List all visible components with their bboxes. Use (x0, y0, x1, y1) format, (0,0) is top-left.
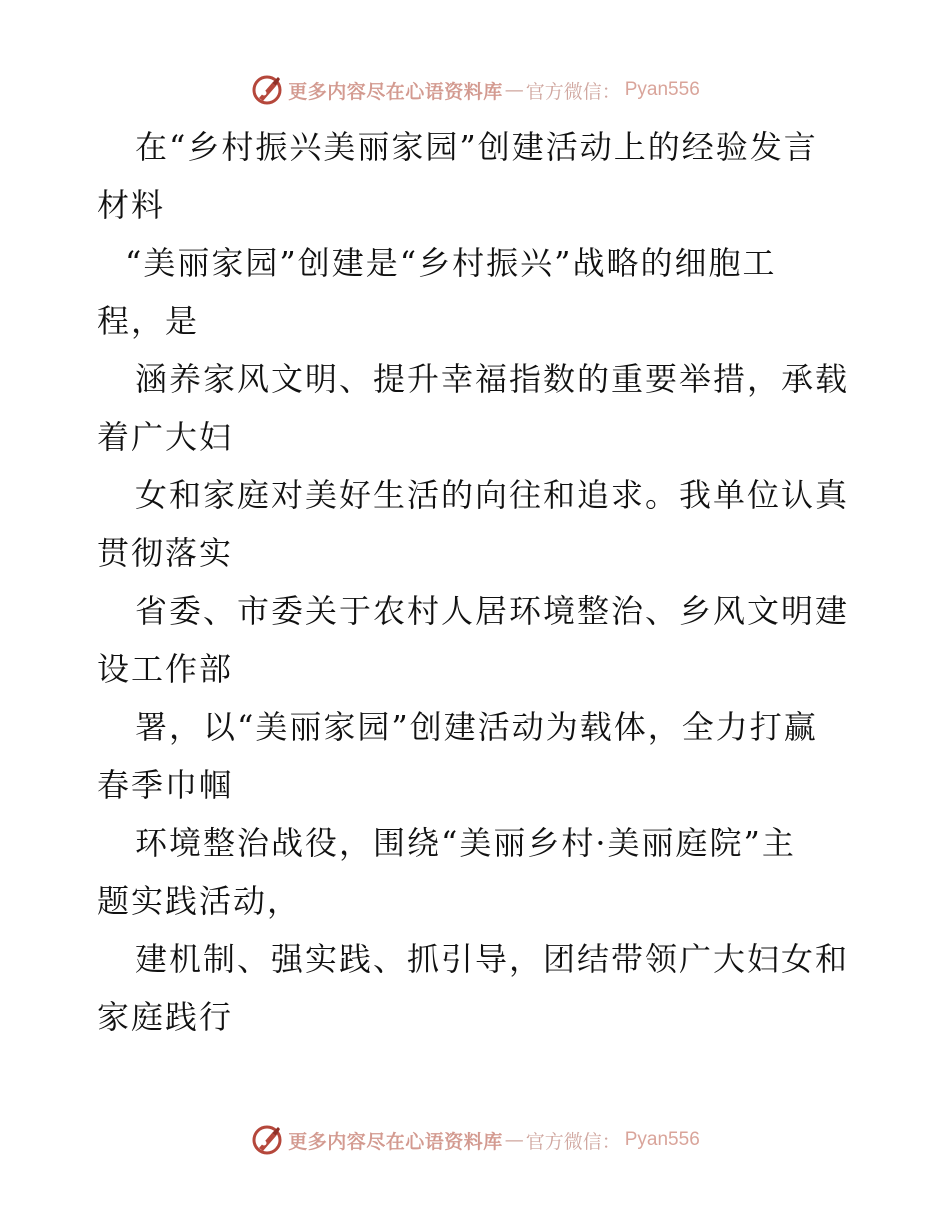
banner-wechat-label: 官方微信： (525, 80, 621, 103)
banner-site-name: 更多内容尽在心语资料库 (288, 80, 503, 103)
document-line (0, 118, 950, 234)
line-start: 女和家庭对美好生活的向往和追求。我单位认真 (135, 476, 850, 514)
footer-banner (0, 1120, 950, 1160)
document-body (0, 118, 950, 1046)
document-line (0, 814, 950, 930)
line-continuation: 题实践活动， (97, 882, 302, 920)
line-start: 建机制、强实践、抓引导，团结带领广大妇女和 (135, 940, 850, 978)
banner-wechat-id: Pyan556 (624, 1129, 700, 1150)
document-line (0, 698, 950, 814)
line-continuation: 贯彻落实 (97, 534, 234, 572)
line-start: 省委、市委关于农村人居环境整治、乡风文明建 (135, 592, 850, 630)
banner-dash: — (504, 1129, 524, 1151)
document-line (0, 350, 950, 466)
document-line (0, 930, 950, 1046)
banner-dash: — (504, 79, 524, 101)
document-line (0, 234, 950, 350)
line-start: 在“乡村振兴美丽家园”创建活动上的经验发言 (135, 128, 818, 166)
banner-site-name: 更多内容尽在心语资料库 (288, 1130, 503, 1153)
line-start: 环境整治战役，围绕“美丽乡村·美丽庭院”主 (135, 824, 796, 862)
document-line (0, 466, 950, 582)
line-continuation: 家庭践行 (97, 998, 234, 1036)
line-start: 署，以“美丽家园”创建活动为载体，全力打赢 (135, 708, 818, 746)
line-continuation: 程，是 (97, 302, 200, 340)
line-start: “美丽家园”创建是“乡村振兴”战略的细胞工 (125, 244, 777, 282)
header-banner (0, 70, 950, 110)
pen-logo-icon (250, 1123, 284, 1157)
document-line (0, 582, 950, 698)
line-continuation: 材料 (97, 186, 166, 224)
line-continuation: 设工作部 (97, 650, 234, 688)
banner-wechat-label: 官方微信： (525, 1130, 621, 1153)
line-continuation: 春季巾帼 (97, 766, 234, 804)
line-start: 涵养家风文明、提升幸福指数的重要举措，承载 (135, 360, 850, 398)
line-continuation: 着广大妇 (97, 418, 234, 456)
pen-logo-icon (250, 73, 284, 107)
banner-wechat-id: Pyan556 (624, 79, 700, 100)
